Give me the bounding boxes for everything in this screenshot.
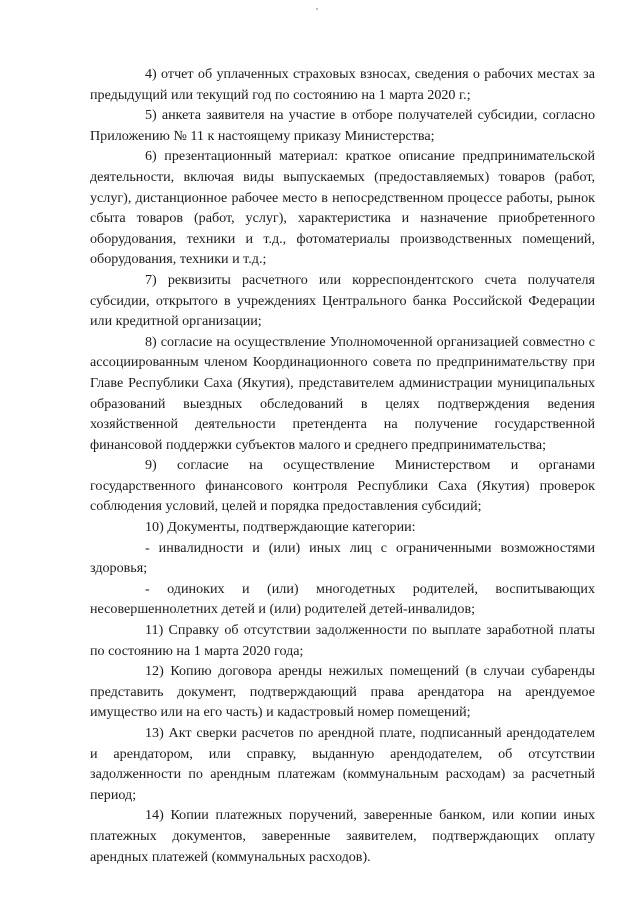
document-body — [90, 64, 595, 867]
paragraph-item-7: 7) реквизиты расчетного или корреспондентского счета получателя субсидии, открытого в учреждениях Центрального банка Российской Федерации или кредитной организации; — [90, 271, 595, 330]
paragraph-item-13: 13) Акт сверки расчетов по арендной плате, подписанный арендодателем и арендатором, или справку, выданную арендодателем, об отсутствии задолженности по арендным платежам (коммунальным расходам) за расчетный период; — [90, 725, 595, 803]
paragraph-item-4: 4) отчет об уплаченных страховых взносах, сведения о рабочих местах за предыдущий или текущий год по состоянию на 1 марта 2020 г.; — [90, 66, 595, 103]
paragraph-category-disability: - инвалидности и (или) иных лиц с ограниченными возможностями здоровья; — [90, 539, 595, 577]
paragraph-category-parents: - одиноких и (или) многодетных родителей, воспитывающих несовершеннолетних детей и (или) родителей детей-инвалидов; — [90, 580, 595, 618]
paragraph-item-12: 12) Копию договора аренды нежилых помещений (в случаи субаренды представить документ, подтверждающий права арендатора на арендуемое имущество или на его часть) и кадастровый номер помещений; — [90, 663, 595, 721]
paragraph-item-10: 10) Документы, подтверждающие категории: — [145, 519, 416, 536]
paragraph-item-14: 14) Копии платежных поручений, заверенные банком, или копии иных платежных документов, заверенные заявителем, подтверждающих оплату арендных платежей (коммунальных расходов). — [90, 807, 595, 865]
paragraph-item-11: 11) Справку об отсутствии задолженности по выплате заработной платы по состоянию на 1 марта 2020 года; — [90, 622, 595, 659]
paragraph-item-9: 9) согласие на осуществление Министерством и органами государственного финансового контроля Республики Саха (Якутия) проверок соблюдения условий, целей и порядка предоставления субсидий; — [90, 457, 595, 515]
paragraph-item-6: 6) презентационный материал: краткое описание предпринимательской деятельности, включая виды выпускаемых (предоставляемых) товаров (работ, услуг), дистанционное рабочее место в непосредственном процессе работы, рынок сбыта товаров (работ, услуг), характеристика и назначение приобретенного оборудования, техники и т.д., фотоматериалы производственных помещений, оборудования, техники и т.д.; — [90, 148, 595, 268]
scan-mark: ' — [316, 6, 318, 18]
paragraph-item-5: 5) анкета заявителя на участие в отборе получателей субсидии, согласно Приложению № 11 к настоящему приказу Министерства; — [90, 107, 595, 144]
paragraph-item-8: 8) согласие на осуществление Уполномоченной организацией совместно с ассоциированным членом Координационного совета по предпринимательству при Главе Республики Саха (Якутия), представителем администрации муниципальных образований выездных обследований в целях подтверждения ведения хозяйственной деятельности претендента на получение государственной финансовой поддержки субъектов малого и среднего предпринимательства; — [90, 333, 595, 453]
